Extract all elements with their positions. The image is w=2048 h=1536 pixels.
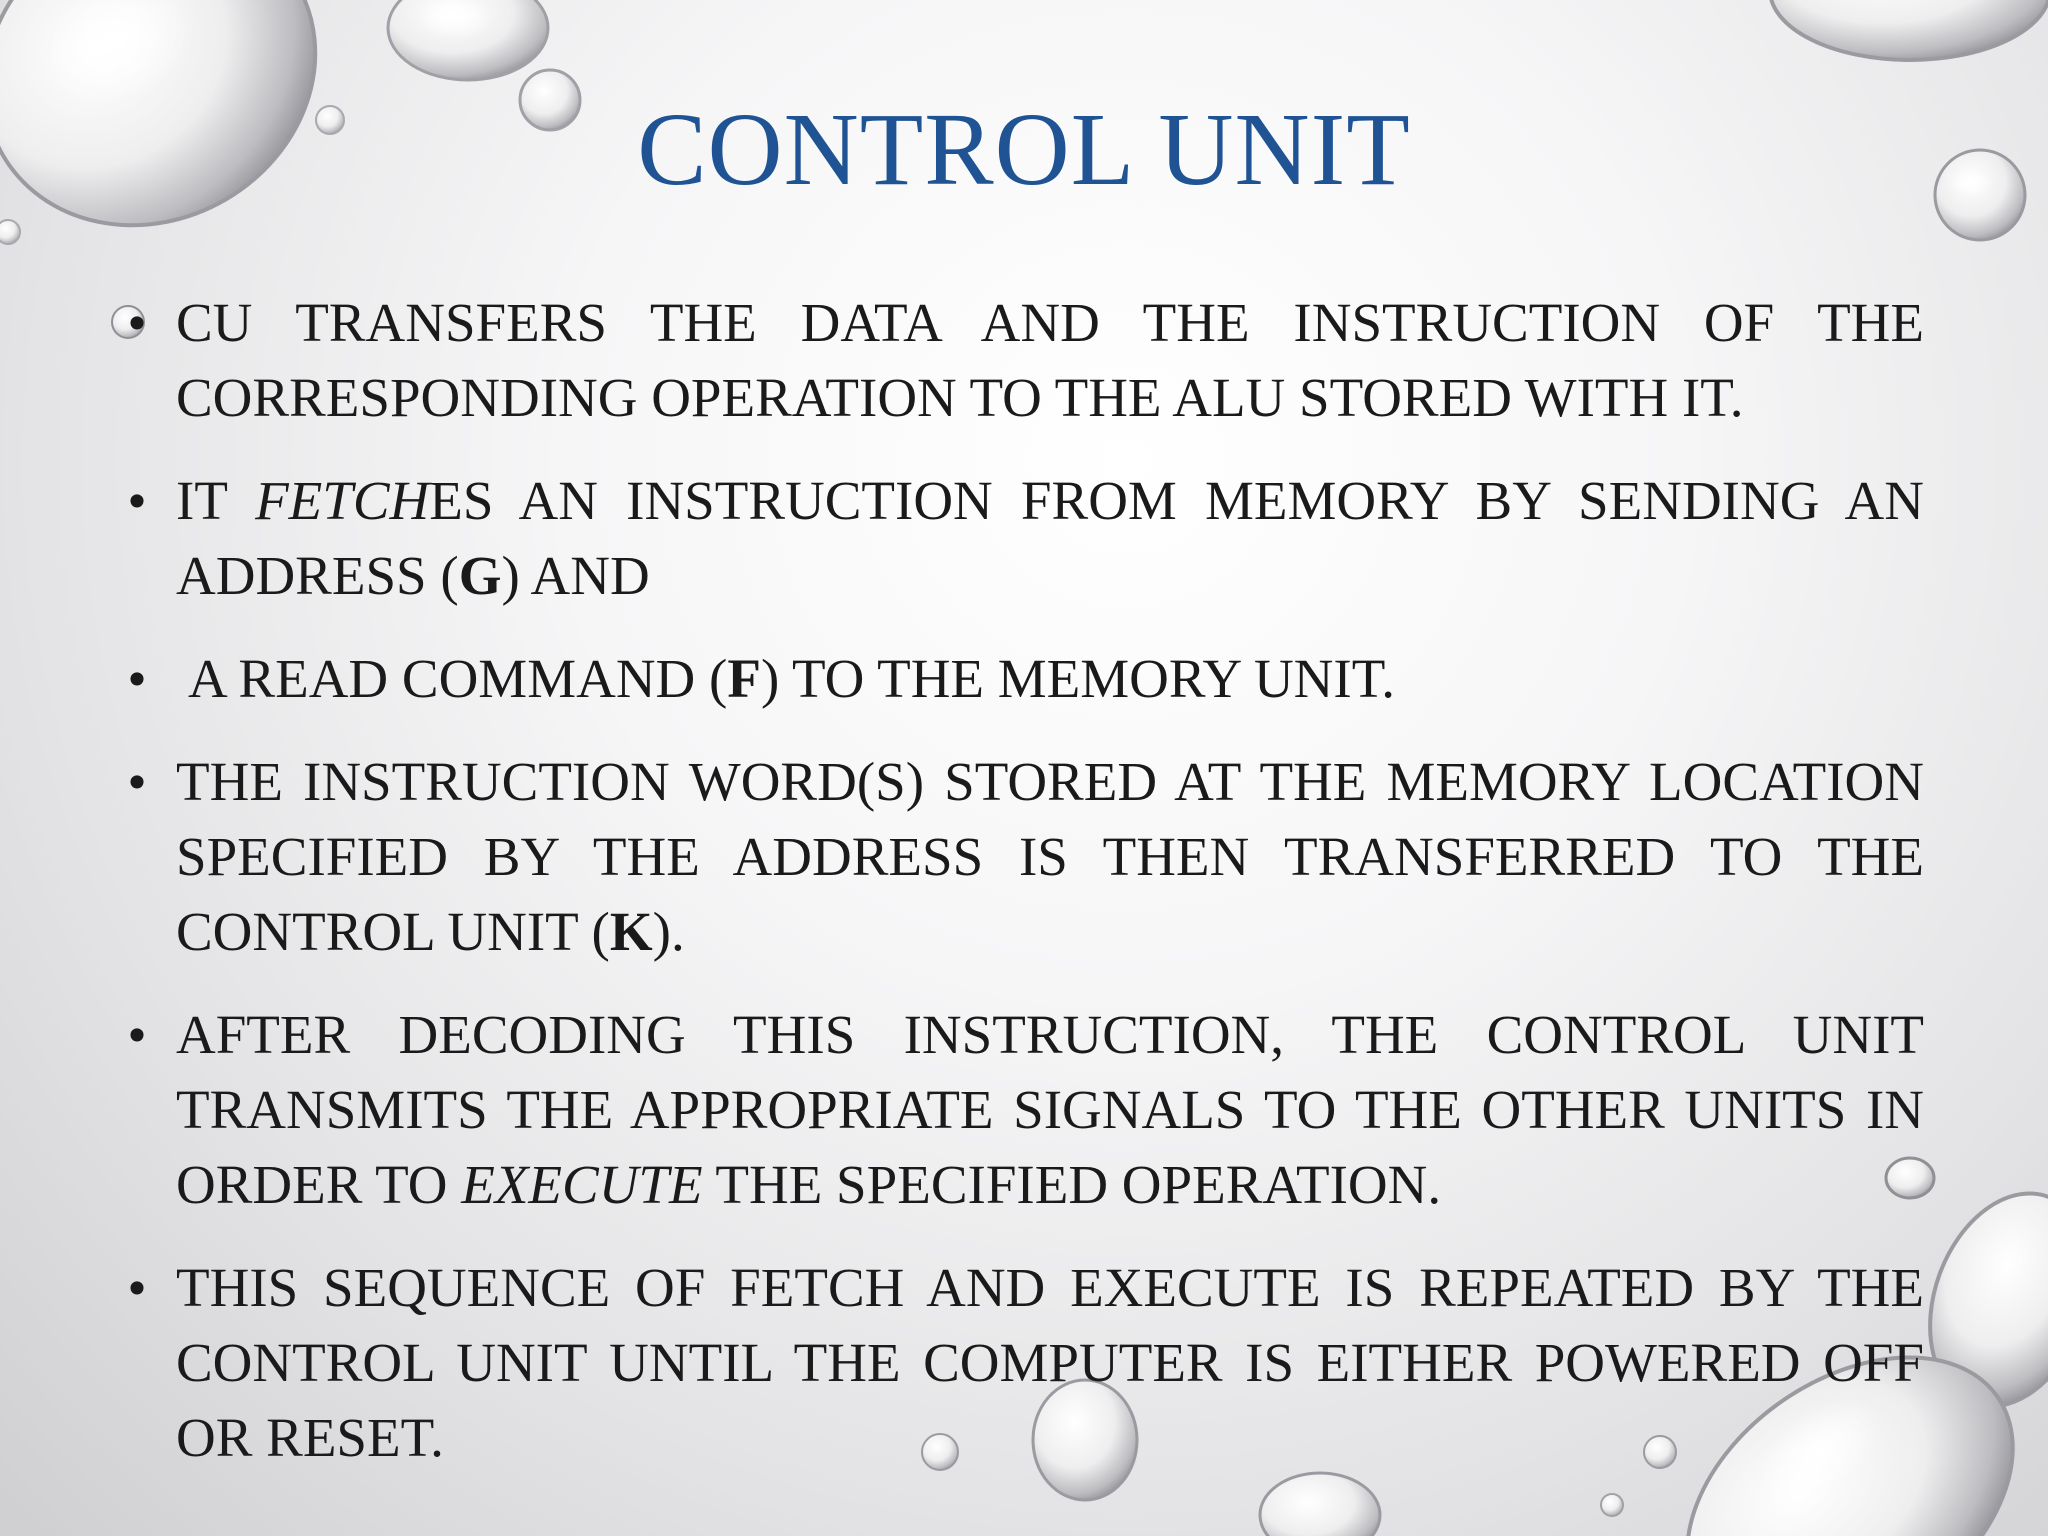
bullet-item	[120, 997, 1924, 1222]
bullet-text	[176, 463, 1924, 613]
bullet-marker: •	[127, 751, 147, 812]
text-run: ) AND	[501, 545, 650, 606]
bullet-text	[176, 997, 1924, 1222]
bullet-text	[176, 641, 1924, 716]
bullet-item	[120, 285, 1924, 435]
text-run: A READ COMMAND (	[188, 648, 728, 709]
bullet-item	[120, 641, 1924, 716]
water-drop	[0, 220, 20, 244]
bold-signal-label: G	[458, 545, 502, 606]
bullet-marker: •	[127, 1004, 147, 1065]
text-run: IT	[176, 470, 256, 531]
text-run: THE INSTRUCTION WORD(S) STORED AT THE MEMORY LOCATION SPECIFIED BY THE ADDRESS IS THEN TRANSFERRED TO THE CONTROL UNIT (	[176, 751, 1924, 962]
bullet-item	[120, 1250, 1924, 1475]
bullet-marker: •	[127, 648, 147, 709]
text-run: ).	[652, 901, 685, 962]
bullet-marker: •	[127, 292, 147, 353]
bullet-marker: •	[127, 1257, 147, 1318]
text-run: THE SPECIFIED OPERATION.	[702, 1154, 1442, 1215]
italic-term: EXECUTE	[461, 1154, 703, 1215]
italic-term: FETCH	[255, 470, 430, 531]
slide-title: CONTROL UNIT	[637, 92, 1411, 207]
bold-signal-label: F	[727, 648, 761, 709]
water-drop	[388, 0, 548, 80]
bullet-item	[120, 744, 1924, 969]
bullet-item	[120, 463, 1924, 613]
bullet-text: THIS SEQUENCE OF FETCH AND EXECUTE IS REPEATED BY THE CONTROL UNIT UNTIL THE COMPUTER IS EITHER POWERED OFF OR RESET.	[176, 1257, 1924, 1468]
bullet-marker: •	[127, 470, 147, 531]
bullet-text	[176, 744, 1924, 969]
water-drop	[1770, 0, 2048, 60]
bullet-text: CU TRANSFERS THE DATA AND THE INSTRUCTION OF THE CORRESPONDING OPERATION TO THE ALU STORED WITH IT.	[176, 292, 1924, 428]
text-run: AFTER DECODING THIS INSTRUCTION, THE CONTROL UNIT TRANSMITS THE APPROPRIATE SIGNALS TO THE OTHER UNITS IN ORDER TO	[176, 1004, 1924, 1215]
bold-signal-label: K	[609, 901, 653, 962]
bullet-list	[120, 285, 1924, 1503]
text-run: ES AN INSTRUCTION FROM MEMORY BY SENDING AN ADDRESS (	[176, 470, 1924, 606]
text-run: ) TO THE MEMORY UNIT.	[760, 648, 1395, 709]
